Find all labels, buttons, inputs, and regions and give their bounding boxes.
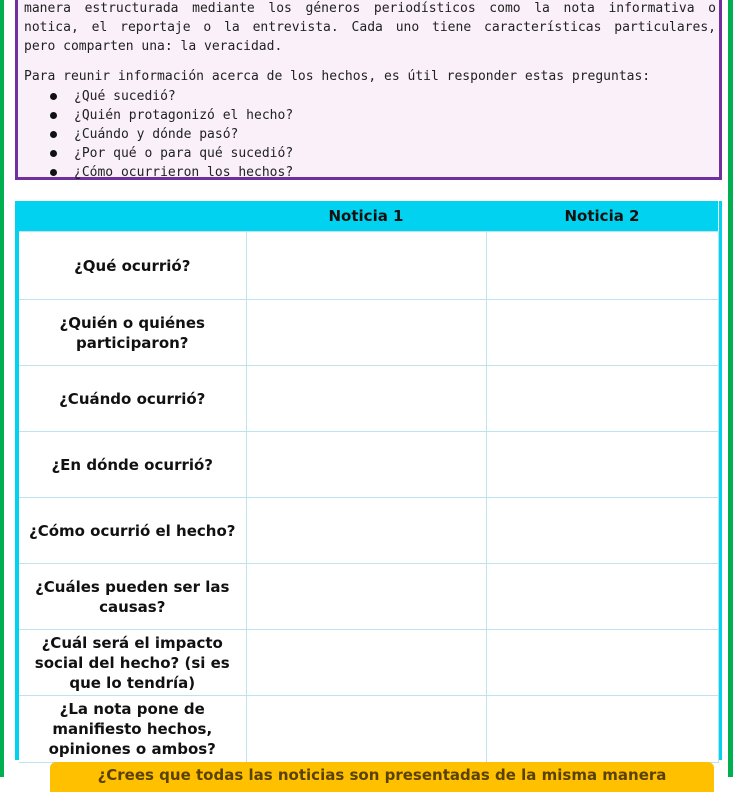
info-paragraph [24,0,716,56]
answer-cell-noticia-1[interactable] [246,366,486,432]
answer-cell-noticia-2[interactable] [486,696,718,763]
guide-question-text: ¿Qué sucedió? [74,89,176,104]
header-noticia-2: Noticia 2 [486,201,718,232]
table-row [19,498,718,564]
answer-cell-noticia-2[interactable] [486,232,718,300]
questions-intro: Para reunir información acerca de los hechos, es útil responder estas preguntas: [24,69,651,84]
bullet-icon [50,93,57,100]
guide-question-text: ¿Quién protagonizó el hecho? [74,108,294,123]
guide-question [50,87,293,106]
answer-cell-noticia-1[interactable] [246,564,486,630]
answer-cell-noticia-1[interactable] [246,432,486,498]
info-box [15,0,722,180]
table-row [19,564,718,630]
bullet-icon [50,112,57,119]
bullet-icon [50,169,57,176]
question-callout [50,762,714,792]
guide-question [50,106,293,125]
row-question: ¿Qué ocurrió? [19,232,246,300]
table-row [19,630,718,696]
answer-cell-noticia-2[interactable] [486,630,718,696]
answer-cell-noticia-2[interactable] [486,498,718,564]
page-border-left [0,0,4,777]
answer-cell-noticia-1[interactable] [246,498,486,564]
row-question: ¿Cuáles pueden ser las causas? [19,564,246,630]
answer-cell-noticia-1[interactable] [246,696,486,763]
row-question: ¿Cuándo ocurrió? [19,366,246,432]
guide-question [50,144,293,163]
guide-question [50,125,293,144]
answer-cell-noticia-2[interactable] [486,300,718,366]
guide-question-text: ¿Por qué o para qué sucedió? [74,146,294,161]
row-question: ¿Cómo ocurrió el hecho? [19,498,246,564]
table-row [19,366,718,432]
bullet-icon [50,131,57,138]
table-row [19,432,718,498]
answer-cell-noticia-1[interactable] [246,232,486,300]
header-noticia-1: Noticia 1 [246,201,486,232]
callout-text: ¿Crees que todas las noticias son presentadas de la misma manera [97,766,667,784]
row-question: ¿Cuál será el impacto social del hecho? (si es que lo tendría) [19,630,246,696]
answer-cell-noticia-2[interactable] [486,564,718,630]
guide-question [50,163,293,182]
answer-cell-noticia-1[interactable] [246,630,486,696]
answer-cell-noticia-2[interactable] [486,366,718,432]
row-question: ¿En dónde ocurrió? [19,432,246,498]
page-border-right [728,0,733,777]
table-row [19,696,718,763]
answer-cell-noticia-2[interactable] [486,432,718,498]
paragraph-line-2: notica, el reportaje o la entrevista. Cada uno tiene características particulares, [24,20,716,35]
bullet-icon [50,150,57,157]
row-question: ¿La nota pone de manifiesto hechos, opiniones o ambos? [19,696,246,763]
header-blank [19,201,246,232]
row-question: ¿Quién o quiénes participaron? [19,300,246,366]
table-header-row [19,201,718,232]
table-row [19,232,718,300]
news-comparison-table [19,201,719,763]
answer-cell-noticia-1[interactable] [246,300,486,366]
paragraph-line-3: pero comparten una: la veracidad. [24,39,283,54]
guide-question-text: ¿Cómo ocurrieron los hechos? [74,165,294,180]
table-row [19,300,718,366]
paragraph-line-1: manera estructurada mediante los géneros periodísticos como la nota informativa o [24,1,716,16]
news-comparison-table-frame [15,201,722,760]
guide-question-text: ¿Cuándo y dónde pasó? [74,127,239,142]
guide-questions-list [50,87,293,182]
